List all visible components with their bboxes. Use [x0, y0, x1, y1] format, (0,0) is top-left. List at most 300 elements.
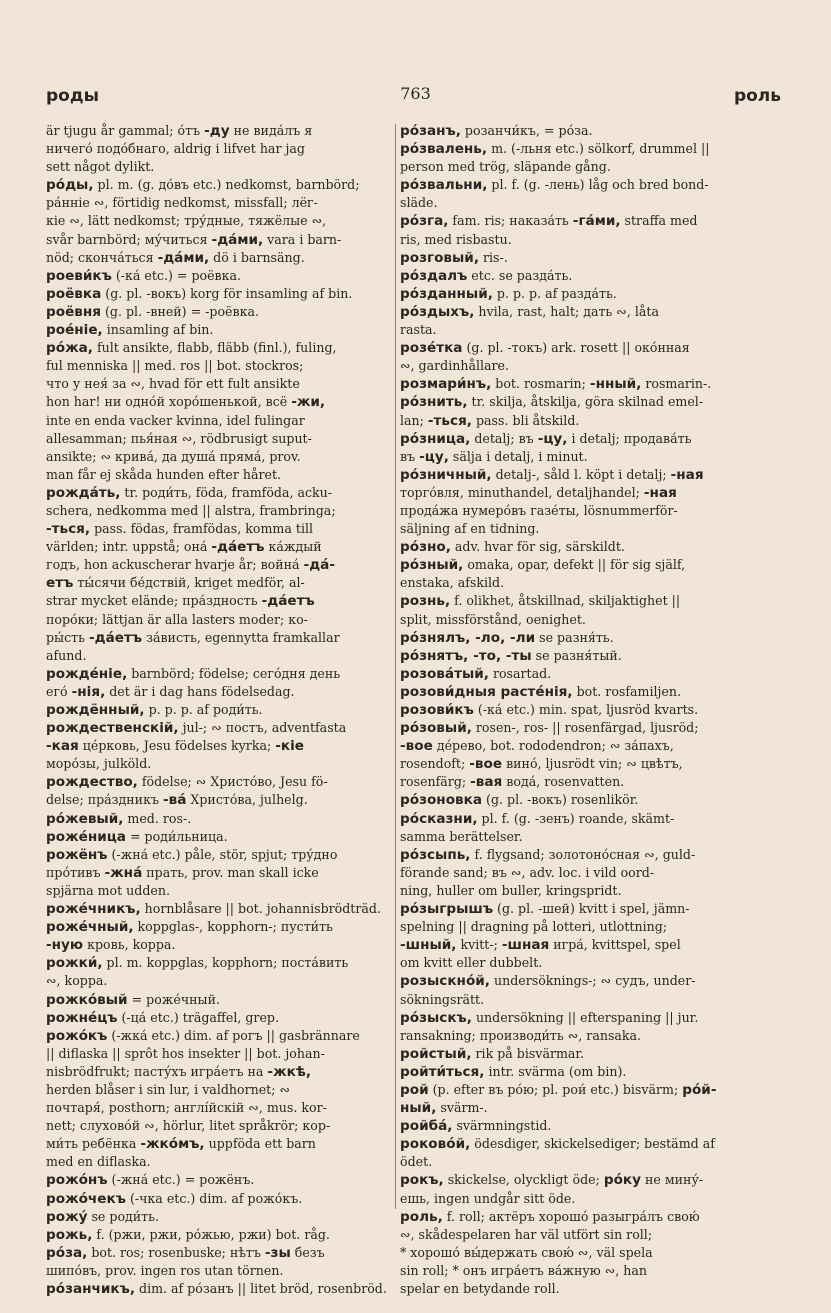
entry-headword: ный,: [400, 1100, 437, 1117]
entry-headword: ро́знить,: [400, 394, 468, 411]
entry-headword: -жна́: [104, 864, 143, 881]
entry-headword: ро́зоновка: [400, 792, 483, 809]
entry-headword: роже́ница: [46, 828, 126, 845]
entry-text: insamling af bin.: [102, 322, 214, 338]
header-right-guideword: роль: [733, 86, 781, 106]
text-line: [400, 882, 780, 900]
entry-text: что у нея́ за ∾, hvad för ett fult ansikte: [46, 376, 300, 392]
entry-text: koppglas-, kopphorn-; пусти́ть: [133, 919, 333, 935]
text-line: [46, 140, 391, 158]
entry-text: ödet.: [400, 1154, 433, 1170]
entry-text: (-ца́ etc.) trägaffel, grep.: [117, 1009, 279, 1025]
entry-text: pass. födas, framfödas, komma till: [90, 521, 314, 537]
entry-text: pass. bli åtskild.: [471, 412, 580, 428]
text-line: [46, 303, 391, 321]
entry-headword: -шный,: [400, 937, 457, 954]
text-line: [400, 918, 780, 936]
text-line: [400, 846, 780, 864]
text-line: [46, 556, 391, 574]
entry-text: ning, huller om buller, kringspridt.: [400, 882, 622, 898]
entry-headword: -вое: [400, 738, 433, 755]
entry-text: se разня́тый.: [531, 647, 622, 663]
text-line: [400, 285, 780, 303]
entry-text: (-жна́ etc.) = рожёнъ.: [107, 1172, 255, 1188]
entry-headword: розе́тка: [400, 340, 463, 357]
text-line: [46, 122, 391, 140]
entry-text: ∾, gardinhållare.: [400, 358, 510, 374]
entry-text: undersökning || efterspaning || jur.: [471, 1009, 699, 1025]
text-line: [400, 122, 780, 140]
entry-text: etc. se разда́ть.: [467, 267, 573, 283]
entry-text: (g. pl. -шей) kvitt i spel, jämn-: [493, 901, 690, 917]
text-line: [400, 158, 780, 176]
entry-text: enstaka, afskild.: [400, 575, 505, 591]
entry-headword: розмари́нъ,: [400, 376, 492, 393]
text-line: [400, 393, 780, 411]
entry-text: svår barnbörd; му́читься: [46, 231, 212, 247]
entry-headword: розыскно́й,: [400, 973, 490, 990]
text-line: [46, 520, 391, 538]
text-line: [400, 810, 780, 828]
entry-headword: рожда́ть,: [46, 484, 121, 501]
text-line: [400, 194, 780, 212]
entry-text: spjärna mot udden.: [46, 882, 170, 898]
entry-text: за́висть, egennytta framkallar: [142, 629, 340, 645]
entry-text: ris, med risbastu.: [400, 231, 512, 247]
entry-headword: рождённый,: [46, 702, 145, 718]
entry-text: ка́ждый: [264, 539, 322, 555]
entry-text: pl. m. (g. до́въ etc.) nedkomst, barnbörd;: [93, 177, 360, 193]
text-line: [400, 647, 780, 665]
text-line: [400, 357, 780, 375]
entry-text: intr. svärma (om bin).: [484, 1063, 627, 1079]
text-line: [46, 1190, 391, 1208]
text-line: [400, 321, 780, 339]
text-line: [400, 900, 780, 918]
text-line: [400, 972, 780, 990]
entry-text: dö i barnsäng.: [209, 249, 305, 265]
text-line: [400, 1099, 780, 1117]
text-line: [46, 538, 391, 556]
entry-text: де́рево, bot. rododendron; ∾ за́пахъ,: [432, 738, 674, 754]
entry-text: schera, nedkomma med || alstra, frambringa;: [46, 502, 336, 518]
entry-headword: ро́зный,: [400, 557, 464, 574]
entry-text: p. p. p. af разда́ть.: [492, 285, 617, 301]
entry-headword: -жкѣ,: [267, 1063, 311, 1080]
entry-text: || diflaska || sprôt hos insekter || bot. johan-: [46, 1045, 325, 1061]
entry-headword: -кіе: [275, 738, 304, 755]
entry-text: моро́зы, julköld.: [46, 756, 152, 772]
text-line: [400, 212, 780, 230]
right-column: [400, 122, 780, 1298]
entry-text: fam. ris; наказа́ть: [448, 213, 573, 229]
entry-headword: -зы: [264, 1244, 291, 1261]
entry-text: se разня́ть.: [535, 629, 614, 645]
entry-text: pl. f. (g. -лень) låg och bred bond-: [487, 177, 709, 193]
text-line: [46, 791, 391, 809]
entry-text: nöd; скончáться: [46, 249, 158, 265]
entry-headword: роково́й,: [400, 1136, 471, 1153]
entry-headword: ройба́,: [400, 1118, 453, 1135]
text-line: [46, 701, 391, 719]
entry-text: rosartad.: [488, 665, 552, 681]
text-line: [400, 1027, 780, 1045]
text-line: [46, 1280, 391, 1298]
column-divider: [395, 124, 396, 1209]
entry-text: не вида́лъ я: [229, 123, 313, 138]
entry-text: skickelse, olyckligt öde;: [443, 1172, 604, 1188]
entry-text: розанчи́къ, = ро́за.: [460, 123, 593, 138]
text-line: [46, 972, 391, 990]
entry-text: pl. f. (g. -зенъ) roande, skämt-: [477, 810, 675, 826]
text-line: [400, 1045, 780, 1063]
entry-text: вино́, ljusrödt vin; ∾ цвѣтъ,: [502, 756, 683, 772]
entry-text: Христо́ва, julhelg.: [186, 792, 308, 808]
entry-headword: рожёнъ: [46, 846, 108, 863]
entry-text: undersöknings-; ∾ судъ, under-: [489, 973, 696, 989]
text-line: [46, 357, 391, 375]
text-line: [46, 574, 391, 592]
entry-text: med en diflaska.: [46, 1154, 151, 1170]
entry-headword: ро́здыхъ,: [400, 303, 475, 320]
entry-text: om kvitt eller dubbelt.: [400, 955, 543, 971]
entry-text: игра́, kvittspel, spel: [549, 937, 681, 953]
entry-headword: -вая: [470, 774, 503, 791]
text-line: [400, 1081, 780, 1099]
text-line: [46, 502, 391, 520]
text-line: [46, 339, 391, 357]
entry-text: svärm-.: [436, 1100, 488, 1116]
entry-text: безъ: [290, 1244, 325, 1260]
entry-headword: розова́тый,: [400, 665, 489, 682]
text-line: [46, 991, 391, 1009]
text-line: [46, 466, 391, 484]
entry-text: rasta.: [400, 322, 437, 338]
text-line: [400, 828, 780, 846]
entry-headword: -да́етъ: [88, 629, 143, 646]
entry-headword: ро́звальни,: [400, 177, 488, 194]
entry-headword: -да́етъ: [261, 593, 315, 610]
text-line: [400, 737, 780, 755]
entry-text: hvila, rast, halt; дать ∾, låta: [474, 303, 659, 319]
entry-text: släde.: [400, 195, 438, 211]
text-line: [46, 1262, 391, 1280]
entry-headword: рожки́,: [46, 955, 103, 972]
text-line: [400, 303, 780, 321]
entry-text: världen; intr. uppstå; она́: [46, 539, 212, 555]
entry-text: ничего́ подо́бнаго, aldrig i lifvet har jag: [46, 141, 305, 157]
entry-text: förande sand; въ ∾, adv. loc. i vild oord-: [400, 864, 655, 880]
entry-text: ты́сячи бе́дствій, kriget medför, al-: [73, 575, 305, 591]
entry-headword: ро́зыскъ,: [400, 1009, 472, 1026]
entry-headword: ро́здалъ: [400, 267, 468, 284]
entry-text: fult ansikte, flabb, fläbb (finl.), fuling,: [92, 340, 337, 356]
text-line: [46, 430, 391, 448]
entry-text: (g. pl. -вней) = -роёвка.: [101, 303, 259, 319]
text-line: [46, 1135, 391, 1153]
entry-headword: ро́ды,: [46, 177, 94, 194]
entry-text: (-жка́ etc.) dim. af рогъ || gasbrännare: [107, 1027, 360, 1043]
text-line: [46, 918, 391, 936]
text-line: [400, 574, 780, 592]
entry-text: i detalj; продава́ть: [567, 430, 692, 446]
text-line: [46, 629, 391, 647]
entry-text: detalj-, såld l. köpt i detalj;: [491, 466, 671, 482]
text-line: [46, 882, 391, 900]
text-line: [46, 484, 391, 502]
text-line: [400, 1063, 780, 1081]
entry-text: rosendoft;: [400, 756, 470, 772]
text-line: [46, 1099, 391, 1117]
entry-text: це́рковь, Jesu födelses kyrka;: [78, 738, 276, 754]
entry-text: adv. hvar för sig, särskildt.: [450, 539, 625, 555]
entry-text: ransakning; производи́ть ∾, ransaka.: [400, 1027, 642, 1043]
entry-text: man får ej skåda hunden efter håret.: [46, 466, 282, 482]
text-line: [400, 1208, 780, 1226]
entry-headword: -вое: [469, 756, 503, 773]
entry-headword: роже́чный,: [46, 919, 134, 936]
text-line: [46, 864, 391, 882]
entry-headword: ройстый,: [400, 1045, 472, 1062]
entry-headword: рожу́: [46, 1208, 88, 1225]
entry-text: ми́ть ребёнка: [46, 1136, 141, 1152]
entry-headword: -нный,: [589, 376, 642, 393]
entry-headword: ро́жа,: [46, 340, 93, 357]
text-line: [46, 231, 391, 249]
text-line: [400, 936, 780, 954]
entry-text: samma berättelser.: [400, 828, 523, 844]
text-line: [400, 954, 780, 972]
entry-text: ful menniska || med. ros || bot. stockros;: [46, 358, 304, 374]
text-line: [46, 321, 391, 339]
text-line: [400, 719, 780, 737]
entry-text: person med trög, släpande gång.: [400, 159, 611, 175]
text-line: [46, 249, 391, 267]
entry-text: f. roll; актёръ хорошо́ разыгра́лъ свою́: [442, 1208, 700, 1224]
text-line: [46, 1117, 391, 1135]
text-line: [400, 592, 780, 610]
entry-text: afund.: [46, 647, 87, 663]
text-line: [400, 755, 780, 773]
entry-headword: -ва́: [162, 792, 187, 809]
entry-text: ры́сть: [46, 629, 89, 645]
text-line: [400, 1009, 780, 1027]
entry-headword: рожде́ніе,: [46, 665, 128, 682]
entry-text: med. ros-.: [123, 810, 192, 826]
entry-text: uppföda ett barn: [204, 1136, 316, 1152]
entry-headword: -нія,: [71, 683, 106, 700]
entry-headword: ро́зно,: [400, 539, 451, 556]
text-line: [400, 665, 780, 683]
entry-headword: роёвня: [46, 303, 102, 320]
text-line: [400, 520, 780, 538]
entry-headword: рой: [400, 1081, 429, 1098]
entry-headword: ро́зовый,: [400, 720, 472, 737]
entry-text: rosmarin-.: [641, 376, 712, 392]
entry-headword: ро́жевый,: [46, 810, 124, 827]
entry-text: rosenfärg;: [400, 774, 471, 790]
entry-text: strar mycket elände; пра́здность: [46, 593, 262, 609]
text-line: [46, 1171, 391, 1189]
entry-text: spelar en betydande roll.: [400, 1281, 560, 1296]
text-line: [400, 375, 780, 393]
entry-headword: -да́етъ: [211, 539, 265, 556]
text-line: [400, 538, 780, 556]
entry-text: кіе ∾, lätt nedkomst; тру́дные, тяжёлые ∾,: [46, 213, 327, 229]
text-line: [400, 484, 780, 502]
header-left-guideword: роды: [46, 86, 99, 106]
entry-text: nett; слуховóй ∾, hörlur, litet språkrör; кор-: [46, 1118, 331, 1134]
entry-headword: рожо́къ: [46, 1027, 108, 1044]
entry-text: поро́ки; lättjan är alla lasters moder; ко-: [46, 611, 308, 627]
entry-headword: -ная: [643, 484, 677, 501]
entry-text: pl. m. koppglas, kopphorn; поста́вить: [102, 955, 349, 971]
entry-text: hornblåsare || bot. johannisbrödträd.: [140, 901, 381, 917]
text-line: [400, 864, 780, 882]
entry-headword: рознь,: [400, 593, 451, 610]
entry-headword: роль,: [400, 1208, 443, 1225]
entry-text: sälja i detalj, i minut.: [448, 448, 588, 464]
text-line: [400, 1171, 780, 1189]
entry-text: въ: [400, 448, 420, 464]
entry-headword: -цу,: [419, 448, 449, 465]
entry-headword: ро́зничный,: [400, 466, 492, 483]
entry-text: allesamman; пья́ная ∾, rödbrusigt suput-: [46, 430, 312, 446]
text-line: [46, 412, 391, 430]
entry-headword: рожко́вый: [46, 991, 128, 1008]
text-line: [46, 954, 391, 972]
entry-headword: -жи,: [291, 394, 326, 411]
text-line: [46, 375, 391, 393]
entry-text: sett något dylikt.: [46, 159, 155, 175]
entry-text: (g. pl. -токъ) ark. rosett || око́нная: [462, 340, 690, 356]
text-line: [46, 611, 391, 629]
entry-headword: рое́ніе,: [46, 322, 103, 339]
text-line: [400, 231, 780, 249]
entry-headword: -да́ми,: [157, 249, 210, 266]
text-line: [46, 737, 391, 755]
text-line: [400, 176, 780, 194]
entry-headword: ро́зга,: [400, 213, 449, 230]
text-line: [400, 502, 780, 520]
entry-headword: рождественскій,: [46, 720, 179, 737]
text-line: [400, 140, 780, 158]
entry-headword: роёвка: [46, 285, 102, 302]
page-number: 763: [400, 84, 431, 103]
entry-text: = роже́чный.: [127, 991, 220, 1007]
text-line: [46, 212, 391, 230]
entry-text: split, missförstånd, oenighet.: [400, 611, 586, 627]
text-line: [400, 1117, 780, 1135]
entry-text: не мину́-: [641, 1172, 704, 1188]
entry-headword: ро́зданный,: [400, 285, 493, 302]
text-line: [46, 1045, 391, 1063]
entry-text: p. p. p. af роди́ть.: [144, 702, 263, 717]
entry-text: spelning || dragning på lotteri, utlottning;: [400, 919, 668, 935]
entry-headword: -жко́мъ,: [140, 1136, 205, 1153]
entry-text: hon har! ни одно́й хоро́шенькой, всё: [46, 394, 292, 410]
text-line: [46, 1226, 391, 1244]
entry-text: barnbörd; födelse; сего́дня день: [127, 665, 341, 681]
entry-text: прода́жа нумеро́въ газе́ты, lösnummerför-: [400, 502, 678, 518]
text-line: [46, 1208, 391, 1226]
text-line: [46, 1009, 391, 1027]
text-line: [46, 1027, 391, 1045]
entry-text: (p. efter въ ро́ю; pl. рои́ etc.) bisvärm;: [428, 1081, 683, 1097]
text-line: [46, 773, 391, 791]
entry-text: m. (-льня etc.) sölkorf, drummel ||: [487, 141, 710, 157]
entry-headword: роже́чникъ,: [46, 901, 141, 918]
entry-text: är tjugu år gammal; о́тъ: [46, 123, 205, 138]
text-line: [46, 176, 391, 194]
text-line: [46, 1244, 391, 1262]
entry-text: вода́, rosenvatten.: [502, 774, 625, 790]
entry-headword: -кая: [46, 738, 79, 755]
text-line: [46, 194, 391, 212]
entry-headword: рождество,: [46, 774, 138, 791]
entry-text: bot. rosmarin;: [491, 376, 590, 392]
text-line: [400, 683, 780, 701]
entry-text: rosen-, ros- || rosenfärgad, ljusröd;: [471, 720, 699, 736]
entry-text: ∾, skådespelaren har väl utfört sin roll;: [400, 1226, 653, 1242]
entry-text: tr. skilja, åtskilja, göra skilnad emel-: [467, 394, 704, 410]
entry-text: (-ка́ etc.) = роёвка.: [111, 267, 242, 283]
text-line: [46, 755, 391, 773]
text-line: [46, 647, 391, 665]
entry-text: jul-; ∾ постъ, adventfasta: [178, 720, 347, 736]
text-line: [46, 592, 391, 610]
text-line: [46, 1081, 391, 1099]
entry-headword: ро́зсыпь,: [400, 846, 471, 863]
entry-text: sökningsrätt.: [400, 991, 485, 1007]
text-line: [46, 810, 391, 828]
entry-headword: -да́ми,: [211, 231, 264, 248]
entry-text: (g. pl. -вокъ) rosenlikör.: [482, 792, 639, 808]
entry-text: (-ка́ etc.) min. spat, ljusröd kvarts.: [473, 702, 699, 717]
text-line: [400, 448, 780, 466]
text-line: [46, 719, 391, 737]
entry-text: ра́нніе ∾, förtidig nedkomst, missfall; лёг-: [46, 195, 318, 211]
entry-text: ешь, ingen undgår sitt öde.: [400, 1190, 576, 1206]
entry-headword: етъ: [46, 575, 74, 592]
entry-headword: рожо́нъ: [46, 1172, 108, 1189]
entry-headword: ро́й-: [682, 1081, 717, 1098]
entry-headword: ро́знялъ, -ло, -ли: [400, 629, 536, 646]
entry-text: vara i barn-: [263, 231, 342, 247]
text-line: [46, 158, 391, 176]
entry-text: ∾, koppa.: [46, 973, 108, 989]
text-line: [400, 267, 780, 285]
entry-text: delse; пра́здникъ: [46, 792, 163, 808]
entry-text: sin roll; * онъ игра́етъ ва́жную ∾, han: [400, 1262, 648, 1278]
entry-text: säljning af en tidning.: [400, 521, 540, 537]
text-line: [400, 430, 780, 448]
entry-text: se роди́ть.: [87, 1208, 160, 1224]
entry-text: прать, prov. man skall icke: [142, 864, 319, 880]
text-line: [46, 936, 391, 954]
text-line: [46, 900, 391, 918]
text-line: [400, 1280, 780, 1298]
text-line: [400, 1153, 780, 1171]
entry-text: ansikte; ∾ крива́, да душа́ пряма́, prov.: [46, 448, 301, 464]
entry-headword: ро́зница,: [400, 430, 471, 447]
text-line: [400, 791, 780, 809]
entry-text: omaka, opar, defekt || för sig själf,: [463, 557, 686, 573]
entry-headword: -ная: [670, 466, 704, 483]
entry-text: lan;: [400, 412, 428, 428]
entry-headword: -да́-: [303, 557, 335, 574]
entry-text: födelse; ∾ Христо́во, Jesu fö-: [137, 774, 328, 790]
